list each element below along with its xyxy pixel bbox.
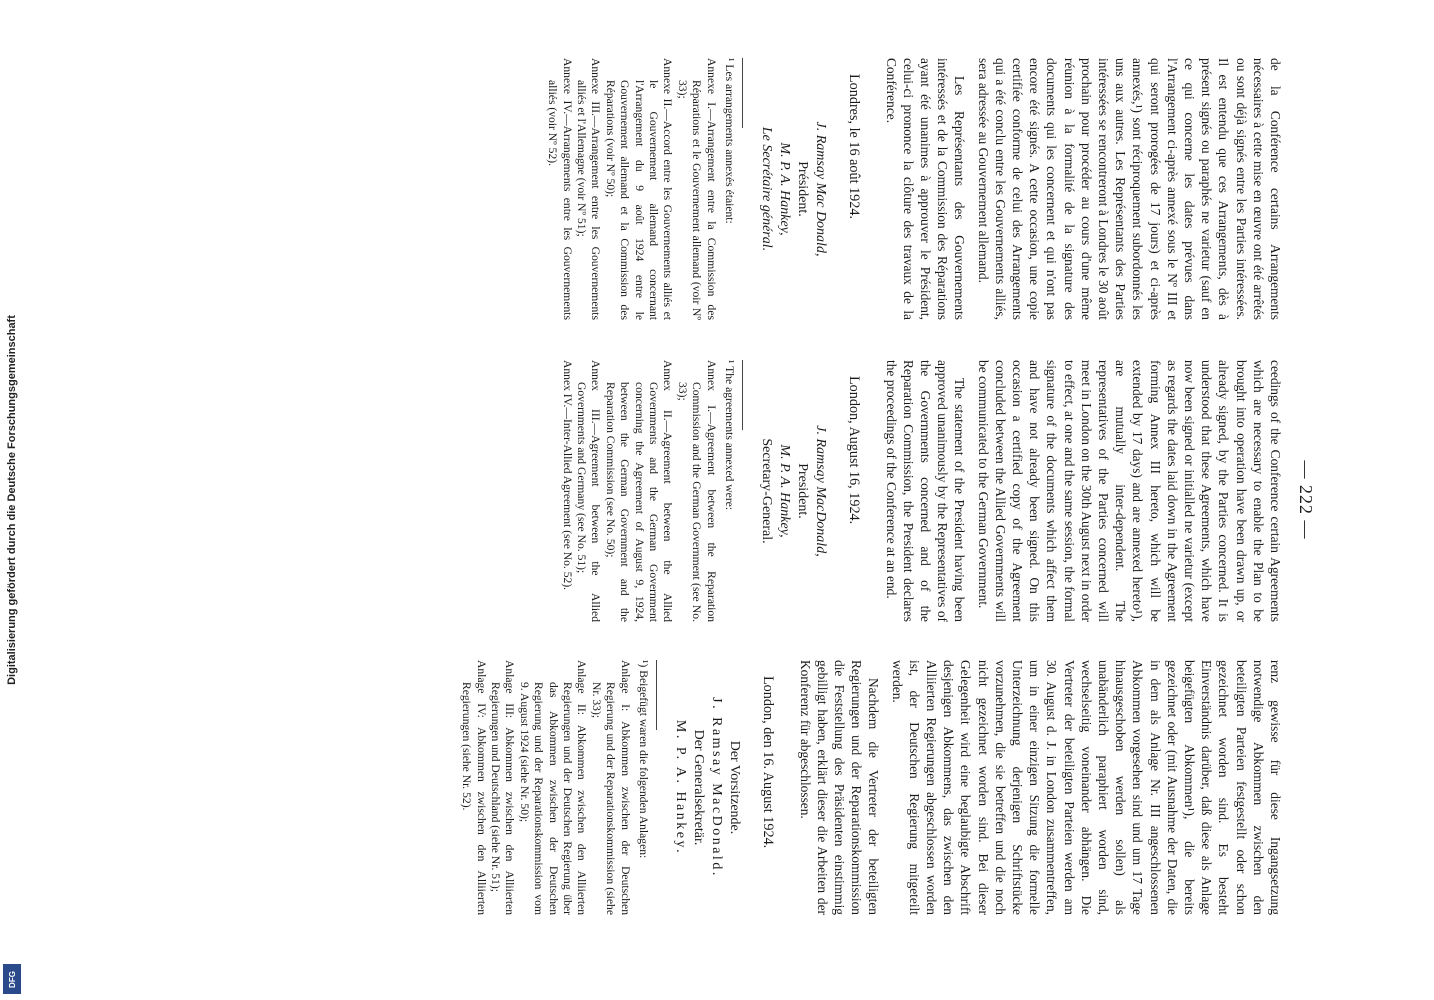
german-footnote-head: ¹) Beigefügt waren die folgenden Anlagen: [637, 660, 651, 859]
french-annex-item: Annexe II.—Accord entre les Gouvernements alliés et le Gouvernement allemand concernant l'Arrangement du 9 août 1924 entre le Gouvernement allemand et la Commission des Réparations (voir Nº 50); [603, 58, 675, 320]
german-paragraph-1: renz gewisse für diese Ingangsetzung notwendige Abkommen zwischen den beteiligten Parteien festgestellt oder schon gezeichnet worden sind. Es besteht Einverständnis darüber, daß diese als Anlage beigefügten Abkommen¹), die bereits gezeichnet oder (mit Ausnahme der Daten, die in dem als Anlage Nr. III angeschlossenen Abkommen vorgesehen sind und um 17 Tage hinausgeschoben werden sollen) als unabänderlich paraphiert worden sind, wechselseitig voneinander abhängen. Die Vertreter der beteiligten Parteien werden am 30. August d. J. in London zusammentreffen, um in einer einzigen Sitzung die formelle Unterzeichnung derjenigen Schriftstücke vorzunehmen, die sie betreffen und die noch nicht gezeichnet worden sind. Bei dieser Gelegenheit wird eine beglaubigte Abschrift desjenigen Abkommens, das zwischen den Alliierten Regierungen abgeschlossen worden ist, der Deutschen Regierung mitgeteilt werden. [889, 660, 1283, 915]
german-signature-title-2: Der Generalsekretär. [691, 729, 707, 846]
english-footnote-head: ¹ The agreements annexed were: [723, 360, 737, 511]
french-signature-name-2: M. P. A. Hankey, [777, 142, 793, 236]
english-signature-name-1: J. Ramsay MacDonald, [813, 425, 829, 557]
german-paragraph-2: Nachdem die Vertreter der beteiligten Regierungen und der Reparationskommission die Feststellung des Präsidenten einstimmig gebilligt haben, erklärt dieser die Arbeiten der Konferenz für abgeschlossen. [797, 660, 882, 915]
footnote-rule [656, 660, 657, 730]
french-paragraph-2: Les Représentants des Gouvernements intéressés et de la Commission des Réparations ayant été unanimes à approuver le Président, celui-ci prononce la clôture des travaux de la Conférence. [883, 58, 968, 320]
german-footnote [459, 660, 650, 915]
english-place-date: London, August 16, 1924. [846, 376, 863, 525]
french-annex-item: Annexe I.—Arrangement entre la Commission des Réparations et le Gouvernement allemand (voir Nº 33); [675, 58, 718, 320]
german-place-date: London, den 16. August 1924. [760, 676, 777, 849]
credit-text: Digitalisierung gefördert durch die Deutsche Forschungsgemeinschaft [6, 315, 18, 685]
english-signature-name-2: M. P. A. Hankey, [777, 444, 793, 538]
german-signature-title-1: Der Vorsitzende. [727, 740, 743, 835]
english-paragraph-1: ceedings of the Conference certain Agreements which are necessary to enable the Plan to be brought into operation have been drawn up, or already signed, by the Parties concerned. It is understood that these Agreements, which have now been signed or initialled ne varietur (except as regards the dates laid down in the Agreement forming Annex III hereto, which will be extended by 17 days) and are annexed hereto¹), are mutually inter-dependent. The representatives of the Parties concerned will meet in London on the 30th August next in order to effect, at one and the same session, the formal signature of the documents which affect them and have not already been signed. On this occasion a certified copy of the Agreement concluded between the Allied Governments will be communicated to the German Government. [975, 360, 1283, 622]
german-annex-item: Anlage I: Abkommen zwischen der Deutschen Regierung und der Reparationskommission (siehe Nr. 33); [589, 660, 632, 915]
french-signature-title-2: Le Secrétaire général. [759, 126, 775, 252]
french-place-date: Londres, le 16 août 1924. [846, 74, 863, 219]
dfg-logo-text: DFG [7, 970, 17, 988]
footnote-rule [742, 360, 743, 430]
german-annex-item: Anlage IV: Abkommen zwischen den Alliierten Regierungen (siehe Nr. 52). [460, 660, 488, 915]
french-footnote-head: ¹ Les arrangements annexés étaient: [723, 58, 737, 224]
page-number: — 222 — [1296, 460, 1316, 540]
english-paragraph-2: The statement of the President having been approved unanimously by the Representatives of the Governments concerned and of the Reparation Commission, the President declares the proceedings of the Conference at an end. [883, 360, 968, 622]
english-signature-title-1: President. [795, 463, 811, 519]
french-paragraph-1: de la Conférence certains Arrangements nécessaires à cette mise en œuvre ont été arrêtés ou sont déjà signés entre les Parties intéressées. Il est entendu que ces Arrangements, dès à présent signés ou paraphés ne varietur (sauf en ce qui concerne les dates prévues dans l'Arrangement ci-après annexé sous le Nº III et qui seront prorogées de 17 jours) et ci-après annexés,¹) sont réciproquement subordonnés les uns aux autres. Les Représentants des Parties intéressées se rencontreront à Londres le 30 août prochain pour procéder au cours d'une même réunion à la formalité de la signature des documents qui les concernent et qui n'ont pas encore été signés. A cette occasion, une copie certifiée conforme de celui des Arrangements qui a été conclu entre les Gouvernements alliés, sera adressée au Gouvernement allemand. [975, 58, 1283, 320]
german-annex-item: Anlage II: Abkommen zwischen den Alliierten Regierungen und der Deutschen Regierung über das Abkommen zwischen der Deutschen Regierung und der Reparationskommission vom 9. August 1924 (siehe Nr. 50); [517, 660, 589, 915]
german-signature-name-2: M. P. A. Hankey. [673, 719, 689, 856]
french-signature-name-1: J. Ramsay Mac Donald, [813, 121, 829, 257]
english-signature-title-2: Secretary-General. [759, 438, 775, 544]
german-signature-name-1: J. Ramsay MacDonald. [709, 697, 725, 878]
english-annex-item: Annex I.—Agreement between the Reparation Commission and the German Government (see No. 33); [675, 360, 718, 622]
english-annex-item: Annex IV.—Inter-Allied Agreement (see No. 52). [560, 360, 574, 591]
german-column [459, 660, 1284, 915]
english-annex-item: Annex II.—Agreement between the Allied Governments and the German Government concerning the Agreement of August 9, 1924, between the German Government and the Reparation Commission (see No. 50); [603, 360, 675, 622]
footnote-rule [742, 58, 743, 128]
english-column [559, 360, 1284, 622]
english-footnote [559, 360, 736, 622]
french-column [545, 58, 1284, 320]
german-annex-item: Anlage III: Abkommen zwischen den Alliierten Regierungen und Deutschland (siehe Nr. 51); [489, 660, 517, 915]
french-annex-item: Annexe III.—Arrangement entre les Gouvernements alliés et l'Allemagne (voir Nº 51); [575, 58, 603, 320]
french-annex-item: Annexe IV.—Arrangements entre les Gouvernements alliés (voir Nº 52). [546, 58, 574, 320]
french-signature-title-1: Président. [795, 161, 811, 217]
english-annex-item: Annex III.—Agreement between the Allied Governments and Germany (see No. 51); [575, 360, 603, 622]
french-footnote [545, 58, 736, 320]
